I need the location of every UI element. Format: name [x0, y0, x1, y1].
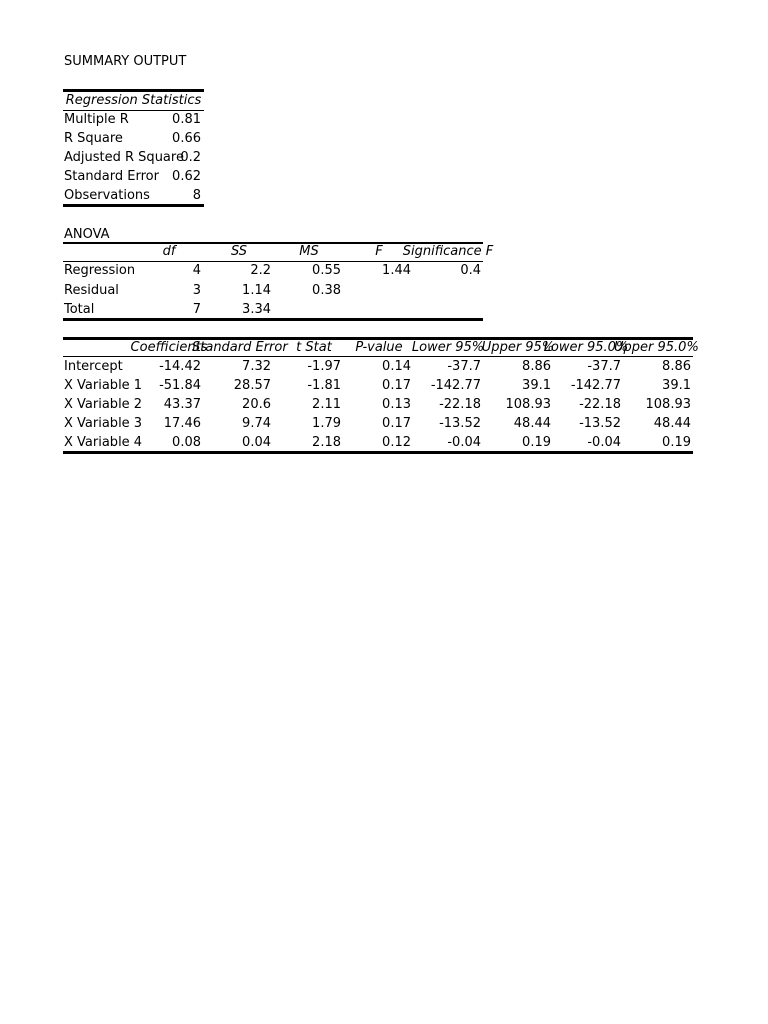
- coef-header: Lower 95%: [411, 340, 485, 355]
- stat-value: 0.81: [172, 112, 201, 127]
- stat-label: R Square: [64, 131, 123, 146]
- coef-cell: -142.77: [430, 378, 481, 393]
- coef-cell: 2.11: [312, 397, 341, 412]
- stat-value: 0.2: [180, 150, 201, 165]
- coef-cell: 7.32: [242, 359, 271, 374]
- coef-row-label: X Variable 3: [64, 416, 143, 431]
- coef-cell: 0.13: [382, 397, 411, 412]
- bottom-rule: [63, 204, 204, 207]
- bottom-rule: [63, 318, 483, 321]
- anova-cell: 0.4: [460, 263, 481, 278]
- stat-value: 0.66: [172, 131, 201, 146]
- coef-cell: -37.7: [447, 359, 481, 374]
- coef-cell: -13.52: [579, 416, 621, 431]
- coef-row-label: X Variable 4: [64, 435, 143, 450]
- coef-cell: 48.44: [653, 416, 691, 431]
- stat-label: Observations: [64, 188, 150, 203]
- anova-header: Significance F: [402, 244, 494, 259]
- coef-cell: 39.1: [662, 378, 691, 393]
- coef-cell: 108.93: [505, 397, 551, 412]
- coef-cell: 0.17: [382, 378, 411, 393]
- anova-title: ANOVA: [64, 227, 110, 242]
- coef-cell: -142.77: [570, 378, 621, 393]
- coef-cell: 108.93: [645, 397, 691, 412]
- coef-cell: 43.37: [163, 397, 201, 412]
- bottom-rule: [63, 451, 693, 454]
- stat-label: Adjusted R Square: [64, 150, 184, 165]
- coef-row-label: X Variable 2: [64, 397, 143, 412]
- anova-header: SS: [230, 244, 248, 259]
- coef-cell: 9.74: [242, 416, 271, 431]
- anova-header: F: [375, 244, 383, 259]
- coef-cell: 8.86: [662, 359, 691, 374]
- coef-cell: 0.19: [662, 435, 691, 450]
- regression-statistics-header: Regression Statistics: [65, 93, 202, 108]
- anova-cell: 4: [192, 263, 201, 278]
- coef-cell: 17.46: [163, 416, 201, 431]
- anova-row-label: Total: [64, 302, 95, 317]
- anova-cell: 3.34: [242, 302, 271, 317]
- anova-cell: 1.44: [382, 263, 411, 278]
- coef-header: Upper 95.0%: [614, 340, 699, 355]
- coef-cell: 2.18: [312, 435, 341, 450]
- coef-cell: -51.84: [159, 378, 201, 393]
- anova-cell: 2.2: [250, 263, 271, 278]
- coef-cell: 0.17: [382, 416, 411, 431]
- anova-cell: 1.14: [242, 283, 271, 298]
- coef-header: P-value: [355, 340, 403, 355]
- coef-cell: 48.44: [513, 416, 551, 431]
- coef-header: Standard Error: [192, 340, 288, 355]
- coef-cell: 1.79: [312, 416, 341, 431]
- coef-header: Coefficients: [130, 340, 208, 355]
- stat-value: 8: [192, 188, 201, 203]
- stat-label: Multiple R: [64, 112, 129, 127]
- coef-header: Lower 95.0%: [543, 340, 629, 355]
- coef-cell: 0.12: [382, 435, 411, 450]
- coef-cell: 0.19: [522, 435, 551, 450]
- anova-row-label: Regression: [64, 263, 136, 278]
- coef-cell: 20.6: [242, 397, 271, 412]
- stat-label: Standard Error: [64, 169, 159, 184]
- coef-row-label: X Variable 1: [64, 378, 143, 393]
- coef-cell: -22.18: [579, 397, 621, 412]
- coef-cell: -1.81: [307, 378, 341, 393]
- anova-row-label: Residual: [64, 283, 119, 298]
- coef-cell: 0.14: [382, 359, 411, 374]
- anova-cell: 3: [192, 283, 201, 298]
- coef-row-label: Intercept: [64, 359, 123, 374]
- coef-cell: -37.7: [587, 359, 621, 374]
- coef-cell: -22.18: [439, 397, 481, 412]
- coef-header: t Stat: [296, 340, 332, 355]
- coef-cell: 28.57: [233, 378, 271, 393]
- coef-cell: -14.42: [159, 359, 201, 374]
- coef-cell: -0.04: [447, 435, 481, 450]
- anova-cell: 7: [192, 302, 201, 317]
- coef-cell: -0.04: [587, 435, 621, 450]
- anova-cell: 0.55: [312, 263, 341, 278]
- stat-value: 0.62: [172, 169, 201, 184]
- coef-cell: 39.1: [522, 378, 551, 393]
- coef-cell: -1.97: [307, 359, 341, 374]
- anova-cell: 0.38: [312, 283, 341, 298]
- coef-cell: 0.04: [242, 435, 271, 450]
- coef-cell: -13.52: [439, 416, 481, 431]
- anova-header: df: [162, 244, 176, 259]
- coef-cell: 8.86: [522, 359, 551, 374]
- coef-cell: 0.08: [172, 435, 201, 450]
- anova-header: MS: [299, 244, 319, 259]
- summary-title: SUMMARY OUTPUT: [64, 54, 187, 69]
- coef-header: Upper 95%: [481, 340, 555, 355]
